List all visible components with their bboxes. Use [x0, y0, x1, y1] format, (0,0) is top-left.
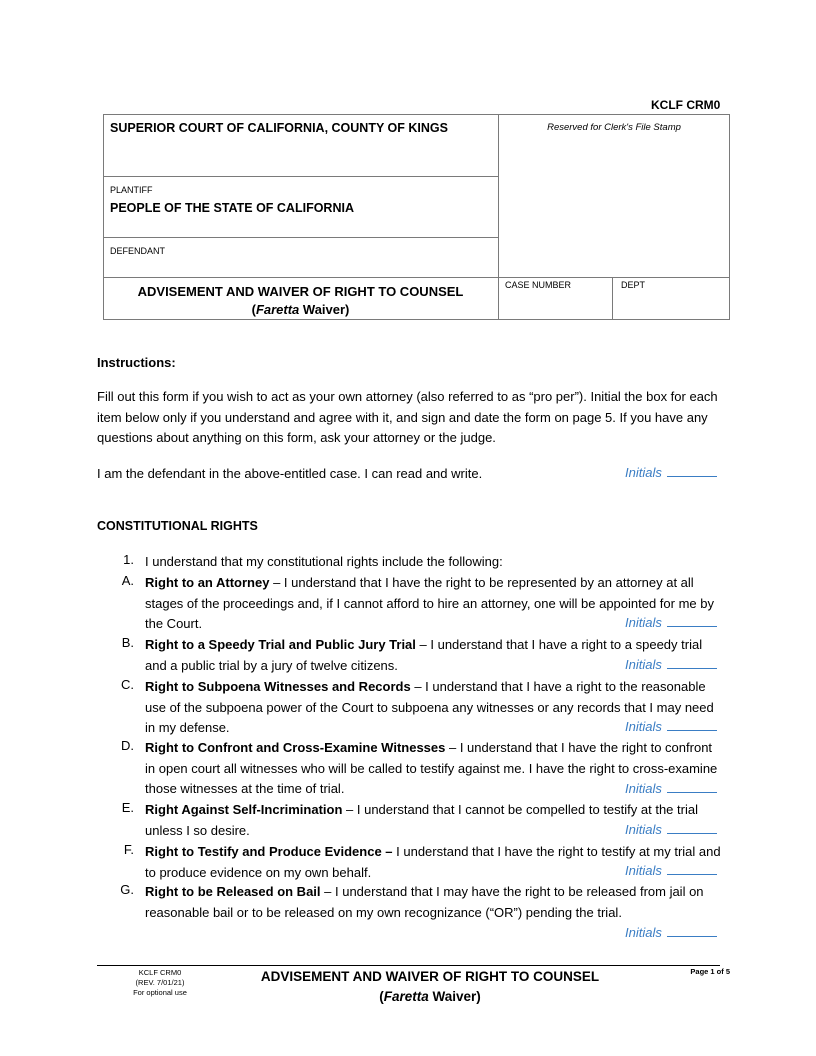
footer-title-line1: ADVISEMENT AND WAIVER OF RIGHT TO COUNSEL: [260, 969, 600, 984]
initials-blank[interactable]: [667, 718, 717, 731]
initials-label: Initials: [625, 719, 662, 734]
item-marker: D.: [121, 738, 134, 753]
item-body: – I understand that I have the right to confront in open court all witnesses who will be called to testify against me. I have the right to cross-examine those witnesses at the time of trial.: [145, 740, 718, 797]
plaintiff-label: PLANTIFF: [110, 185, 153, 195]
footer-rev: (REV. 7/01/21): [135, 978, 185, 987]
footer-title: [215, 967, 645, 1007]
item-title: Right to an Attorney: [145, 575, 270, 590]
item-title: Right to Testify and Produce Evidence –: [145, 844, 393, 859]
item-title: Right to Confront and Cross-Examine Witnesses: [145, 740, 446, 755]
plaintiff-name: PEOPLE OF THE STATE OF CALIFORNIA: [110, 201, 354, 215]
item-marker: A.: [121, 573, 134, 588]
item-body: – I understand that I have a right to a speedy trial and a public trial by a jury of twelve citizens.: [145, 637, 703, 673]
instructions-heading: Instructions:: [97, 355, 176, 370]
court-name: SUPERIOR COURT OF CALIFORNIA, COUNTY OF KINGS: [110, 121, 448, 135]
section-heading: CONSTITUTIONAL RIGHTS: [97, 519, 258, 533]
form-title-italic: Faretta: [255, 302, 300, 317]
item-marker: B.: [121, 635, 134, 650]
item-body: I understand that I have the right to testify at my trial and to produce evidence on my own behalf.: [145, 844, 721, 880]
initials-blank[interactable]: [667, 862, 717, 875]
list-item: I understand that my constitutional rights include the following:: [145, 554, 503, 569]
list-item: [145, 882, 725, 923]
instructions-paragraph: Fill out this form if you wish to act as your own attorney (also referred to as “pro per”). Initial the box for each item below only if you understand and agree with it, and sign and date the form on page 5. If you have any questions about anything on this form, ask your attorney or the judge.: [97, 389, 718, 446]
initials-blank[interactable]: [667, 464, 717, 477]
defendant-statement: I am the defendant in the above-entitled case. I can read and write.: [97, 466, 483, 481]
initials-label: Initials: [625, 465, 662, 480]
form-title-line2: (Faretta Waiver): [251, 302, 350, 317]
item-title: Right Against Self-Incrimination: [145, 802, 343, 817]
initials-label: Initials: [625, 615, 662, 630]
item-marker: F.: [123, 842, 134, 857]
page-number: Page 1 of 5: [690, 967, 730, 976]
footer-divider: [97, 965, 720, 966]
initials-field[interactable]: [625, 862, 717, 878]
item-marker: C.: [121, 677, 134, 692]
item-body: – I understand that I have the right to be represented by an attorney at all stages of the proceedings and, if I cannot afford to hire an attorney, one will be appointed for me by the Court.: [145, 575, 714, 632]
initials-field[interactable]: [625, 924, 717, 940]
initials-field[interactable]: [625, 718, 717, 734]
form-code: KCLF CRM0: [651, 98, 721, 112]
item-title: Right to a Speedy Trial and Public Jury Trial: [145, 637, 416, 652]
initials-field[interactable]: [625, 464, 717, 480]
initials-field[interactable]: [625, 656, 717, 672]
initials-blank[interactable]: [667, 821, 717, 834]
initials-blank[interactable]: [667, 780, 717, 793]
initials-label: Initials: [625, 925, 662, 940]
footer-title-line2: (Faretta Waiver): [379, 989, 481, 1004]
footer-form-info: [110, 968, 210, 998]
item-marker: E.: [121, 800, 134, 815]
initials-blank[interactable]: [667, 614, 717, 627]
item-body: – I understand that I cannot be compelled to testify at the trial unless I so desire.: [145, 802, 698, 838]
footer-title-italic: Faretta: [383, 989, 429, 1004]
form-title-suffix: Waiver): [299, 302, 350, 317]
footer-optional: For optional use: [133, 988, 187, 997]
initials-label: Initials: [625, 781, 662, 796]
footer-code: KCLF CRM0: [138, 968, 182, 977]
initials-blank[interactable]: [667, 924, 717, 937]
form-title-line1: ADVISEMENT AND WAIVER OF RIGHT TO COUNSEL: [137, 284, 464, 299]
initials-label: Initials: [625, 863, 662, 878]
case-number-field[interactable]: CASE NUMBER: [505, 280, 572, 290]
initials-label: Initials: [625, 822, 662, 837]
item-title: Right to Subpoena Witnesses and Records: [145, 679, 411, 694]
form-title: [104, 283, 497, 319]
footer-title-suffix: Waiver): [428, 989, 481, 1004]
initials-field[interactable]: [625, 821, 717, 837]
item-body: – I understand that I have a right to the reasonable use of the subpoena power of the Court to subpoena any witnesses or any records that I may need in my defense.: [145, 679, 714, 736]
initials-blank[interactable]: [667, 656, 717, 669]
initials-label: Initials: [625, 657, 662, 672]
dept-field[interactable]: DEPT: [621, 280, 646, 290]
item-marker: G.: [120, 882, 134, 897]
initials-field[interactable]: [625, 780, 717, 796]
initials-field[interactable]: [625, 614, 717, 630]
clerk-stamp-area: Reserved for Clerk's File Stamp: [547, 122, 681, 133]
item-body: – I understand that I may have the right to be released from jail on reasonable bail or to be released on my own recognizance (“OR”) pending the trial.: [145, 884, 704, 920]
item-marker: 1.: [123, 552, 134, 567]
item-title: Right to be Released on Bail: [145, 884, 321, 899]
defendant-label: DEFENDANT: [110, 246, 166, 256]
